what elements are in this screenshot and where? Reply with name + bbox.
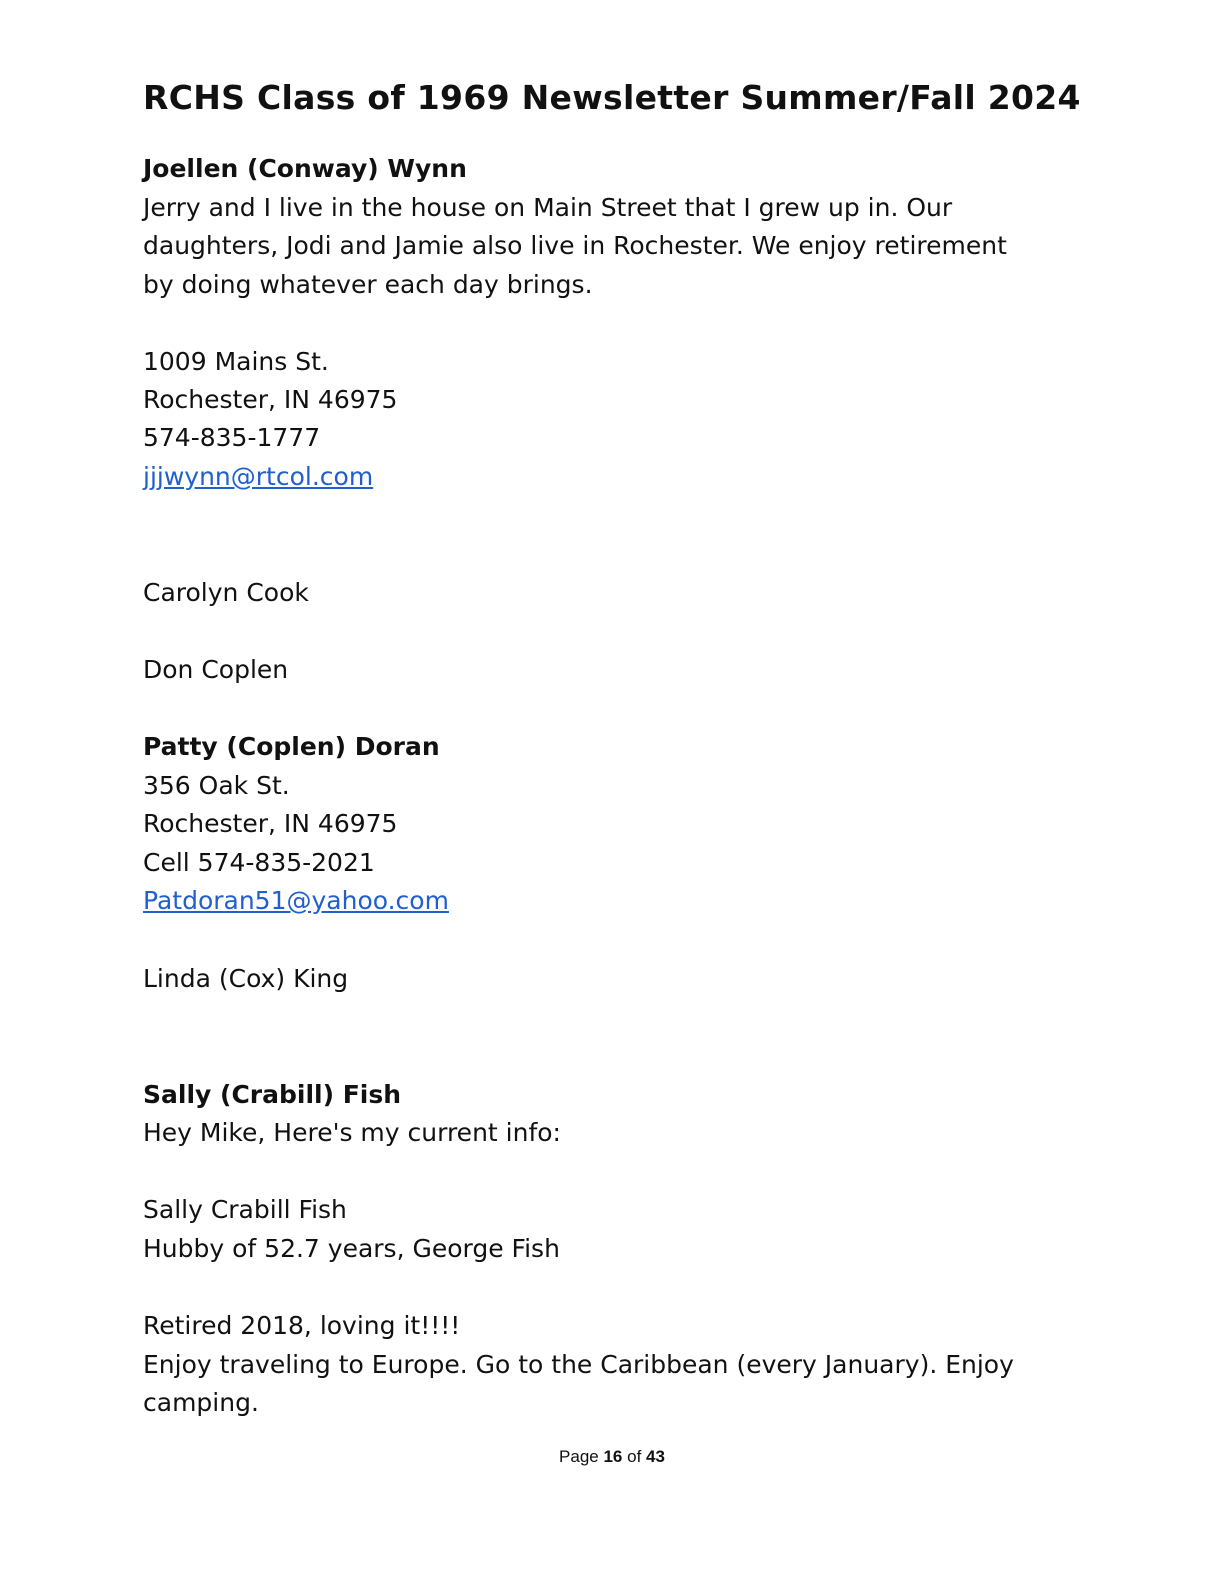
doran-phone: Cell 574-835-2021 — [143, 848, 375, 877]
footer-of-word: of — [627, 1447, 642, 1466]
footer-page-current: 16 — [603, 1447, 623, 1466]
doran-city: Rochester, IN 46975 — [143, 809, 398, 838]
footer-page-total: 43 — [646, 1447, 665, 1466]
newsletter-title: RCHS Class of 1969 Newsletter Summer/Fall 2024 — [143, 78, 1081, 117]
fish-full-name: Sally Crabill Fish — [143, 1195, 347, 1224]
fish-note-line: Retired 2018, loving it!!!! — [143, 1311, 461, 1340]
fish-note-line: Enjoy traveling to Europe. Go to the Caribbean (every January). Enjoy — [143, 1350, 1014, 1379]
doran-email-link[interactable]: Patdoran51@yahoo.com — [143, 886, 449, 915]
wynn-city: Rochester, IN 46975 — [143, 385, 398, 414]
wynn-bio-line: Jerry and I live in the house on Main Street that I grew up in. Our — [143, 193, 953, 222]
footer-page-word: Page — [559, 1447, 599, 1466]
wynn-email-link[interactable]: jjjwynn@rtcol.com — [143, 462, 374, 491]
doran-address: 356 Oak St. — [143, 771, 290, 800]
entry-name-king: Linda (Cox) King — [143, 964, 349, 993]
entry-name-doran: Patty (Coplen) Doran — [143, 732, 440, 761]
entry-name-coplen: Don Coplen — [143, 655, 289, 684]
page-footer — [0, 1446, 1224, 1468]
fish-spouse: Hubby of 52.7 years, George Fish — [143, 1234, 560, 1263]
wynn-bio-line: daughters, Jodi and Jamie also live in Rochester. We enjoy retirement — [143, 231, 1007, 260]
entry-name-cook: Carolyn Cook — [143, 578, 309, 607]
entry-name-fish: Sally (Crabill) Fish — [143, 1080, 402, 1109]
wynn-bio-line: by doing whatever each day brings. — [143, 270, 593, 299]
wynn-address: 1009 Mains St. — [143, 347, 329, 376]
fish-note-line: camping. — [143, 1388, 259, 1417]
fish-greeting: Hey Mike, Here's my current info: — [143, 1118, 561, 1147]
wynn-phone: 574-835-1777 — [143, 423, 321, 452]
entry-name-wynn: Joellen (Conway) Wynn — [143, 154, 467, 183]
